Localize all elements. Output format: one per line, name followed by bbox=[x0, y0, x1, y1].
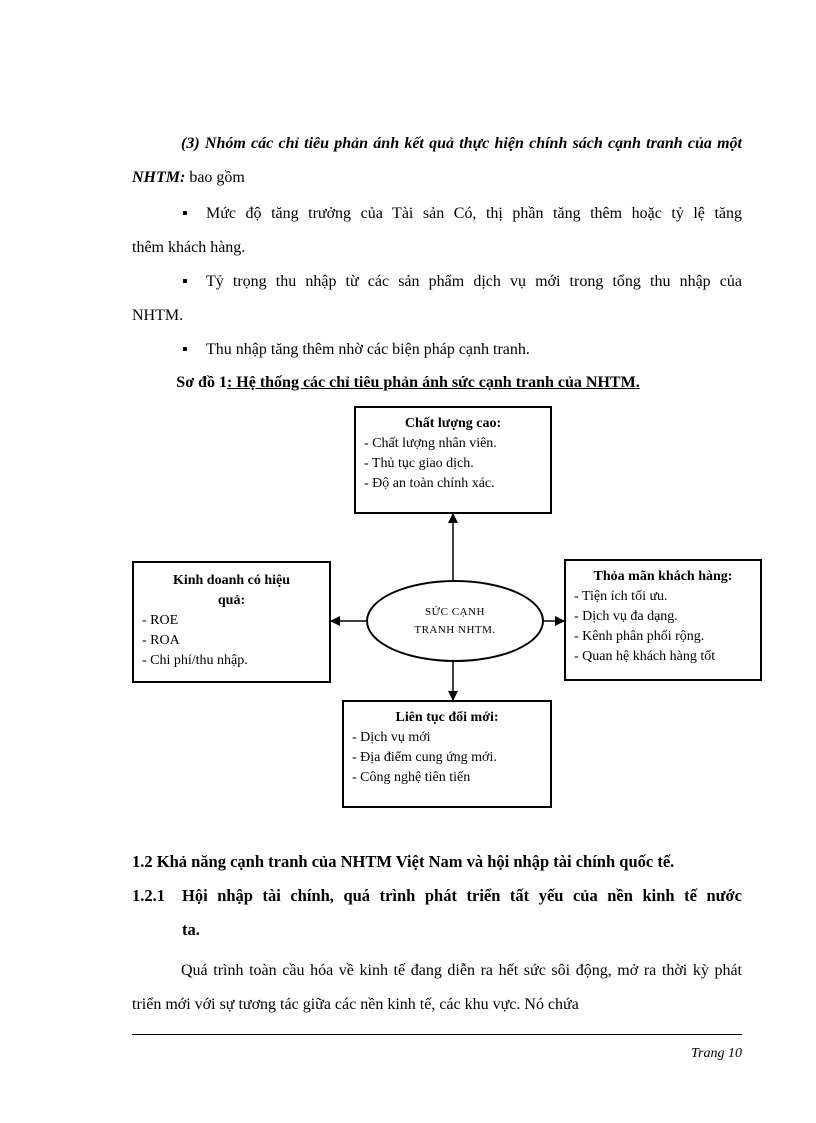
section-1-2-number: 1.2 bbox=[132, 852, 153, 871]
bullet-2-line2: NHTM. bbox=[132, 307, 184, 324]
bullet-1-line2: thêm khách hàng. bbox=[132, 239, 246, 256]
section-1-2-heading bbox=[132, 852, 674, 872]
box-right-item: - Kênh phân phối rộng. bbox=[574, 629, 705, 644]
section-1-2-1-title-line2: ta. bbox=[182, 920, 200, 939]
box-top-title: Chất lượng cao: bbox=[404, 416, 502, 431]
caption-text: : Hệ thống các chỉ tiêu phản ánh sức cạnh tranh của NHTM. bbox=[226, 374, 640, 391]
box-bottom-item: - Địa điểm cung ứng mới. bbox=[352, 750, 497, 765]
bullet-1-line1: Mức độ tăng trưởng của Tài sản Có, thị phần tăng thêm hoặc tỷ lệ tăng bbox=[206, 205, 742, 222]
bullet-icon: ▪ bbox=[182, 341, 188, 358]
page-number: Trang 10 bbox=[691, 1046, 742, 1061]
footer-divider bbox=[132, 1034, 742, 1035]
center-line-2: TRANH NHTM. bbox=[414, 624, 496, 636]
box-right-item: - Quan hệ khách hàng tốt bbox=[574, 649, 716, 664]
box-top-item: - Độ an toàn chính xác. bbox=[364, 476, 495, 491]
box-left-item: - ROA bbox=[142, 633, 180, 648]
center-ellipse bbox=[366, 580, 544, 662]
box-right-item: - Tiện ích tối ưu. bbox=[574, 589, 668, 604]
bullet-icon: ▪ bbox=[182, 273, 188, 290]
box-bottom-title: Liên tục đổi mới: bbox=[395, 710, 499, 725]
box-top-item: - Thủ tục giao dịch. bbox=[364, 456, 474, 471]
box-high-quality bbox=[354, 406, 552, 514]
section-1-2-1-title-line1: Hội nhập tài chính, quá trình phát triển tất yếu của nền kinh tế nước bbox=[182, 886, 742, 905]
section-1-2-1-number: 1.2.1 bbox=[132, 886, 165, 905]
box-left-title: Kinh doanh có hiệu bbox=[172, 573, 291, 588]
box-right-item: - Dịch vụ đa dạng. bbox=[574, 609, 678, 624]
box-bottom-item: - Công nghệ tiên tiến bbox=[352, 770, 471, 785]
center-line-1: SỨC CẠNH bbox=[425, 606, 485, 618]
box-right-title: Thỏa mãn khách hàng: bbox=[593, 569, 733, 584]
section-3-heading: (3) Nhóm các chỉ tiêu phản ánh kết quả thực hiện chính sách cạnh tranh của một NHTM: bbox=[132, 135, 742, 186]
box-left-item: - ROE bbox=[142, 613, 179, 628]
section-1-2-title: Khả năng cạnh tranh của NHTM Việt Nam và hội nhập tài chính quốc tế. bbox=[156, 852, 675, 871]
box-business-efficiency bbox=[132, 561, 331, 683]
box-continuous-innovation bbox=[342, 700, 552, 808]
bullet-2-line1: Tỷ trọng thu nhập từ các sản phẩm dịch vụ mới trong tổng thu nhập của bbox=[206, 273, 742, 290]
bullet-icon: ▪ bbox=[182, 205, 188, 222]
caption-prefix: Sơ đồ 1 bbox=[176, 374, 227, 391]
body-paragraph: Quá trình toàn cầu hóa về kinh tế đang diễn ra hết sức sôi động, mở ra thời kỳ phát triển mới với sự tương tác giữa các nền kinh tế, các khu vực. Nó chứa bbox=[132, 962, 742, 1013]
box-left-item: - Chi phí/thu nhập. bbox=[142, 653, 248, 668]
section-3-tail: bao gồm bbox=[185, 169, 245, 186]
box-left-title-2: quả: bbox=[217, 593, 246, 608]
box-top-item: - Chất lượng nhân viên. bbox=[364, 436, 497, 451]
box-bottom-item: - Dịch vụ mới bbox=[352, 730, 431, 745]
bullet-3-line1: Thu nhập tăng thêm nhờ các biện pháp cạnh tranh. bbox=[206, 341, 530, 358]
box-customer-satisfaction bbox=[564, 559, 762, 681]
